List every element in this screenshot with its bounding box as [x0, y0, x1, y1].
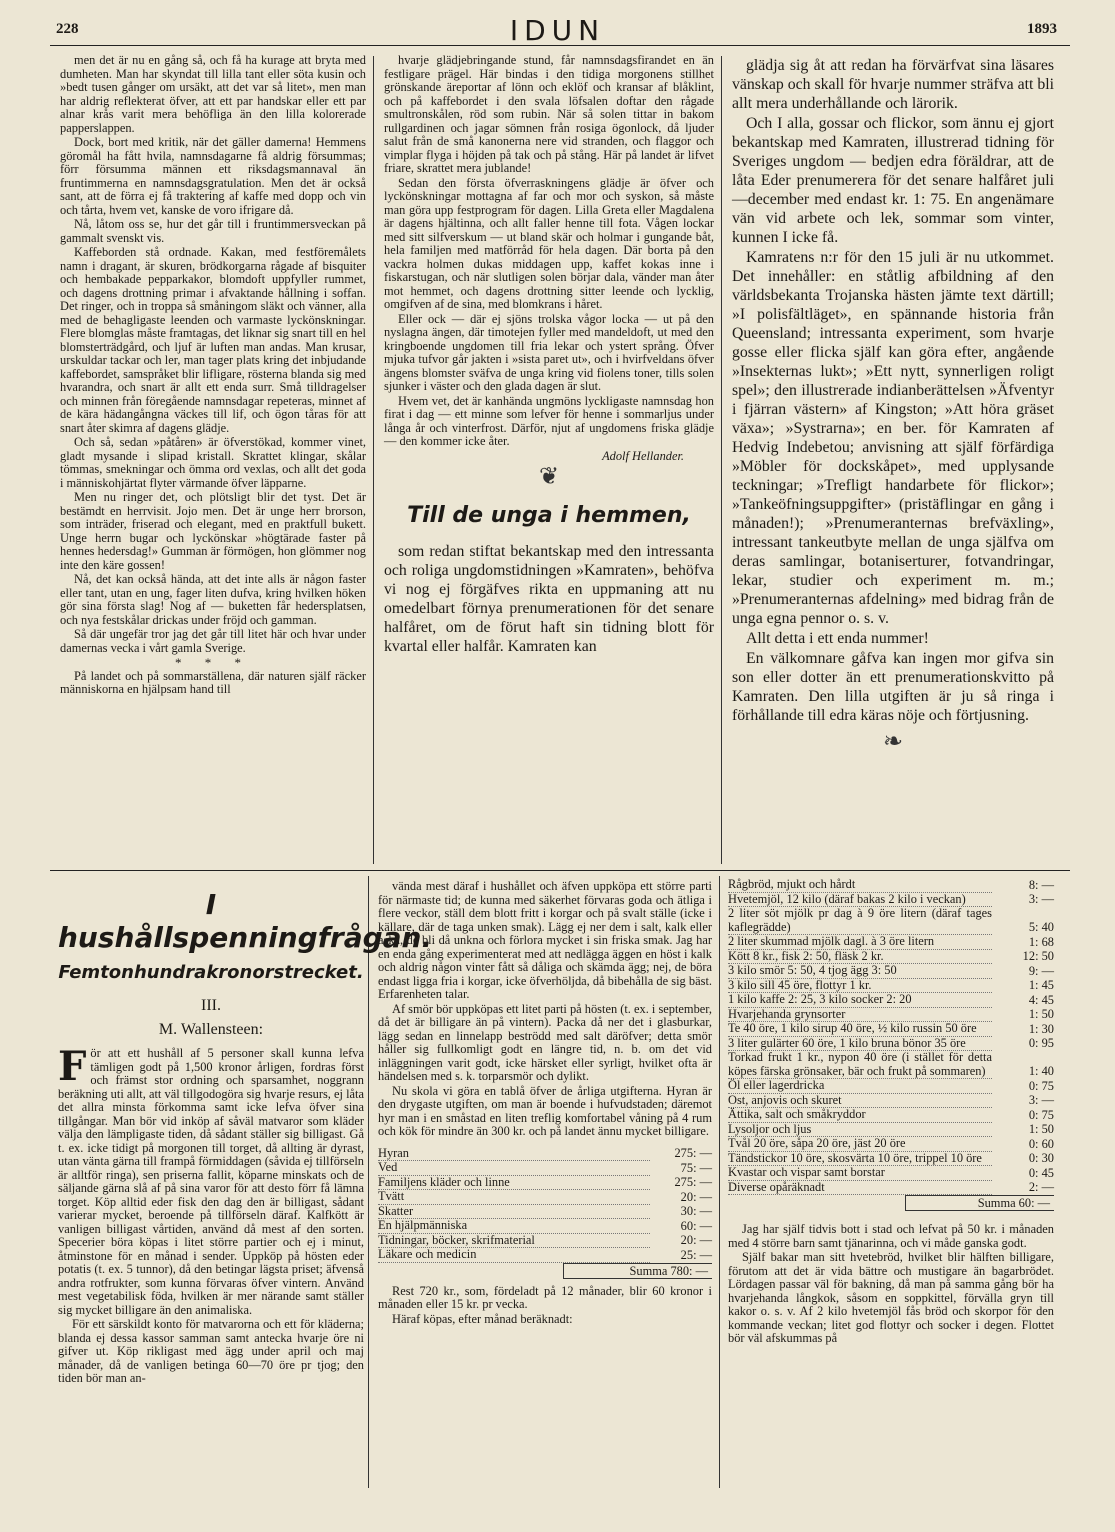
paragraph: Sedan den första öfverraskningens glädje är öfver och lyckönskningar mottagna af far och mor och syskon, så måste man göra upp festprogram för dagen. Lilla Greta eller Magdalena är dagens hjältinna, och allt faller henne till fota. Vågen lockar med sitt silfverskum — ut bland skär och holmar i gungande båt, hela familjen med matförråd för hela dagen. Där borta på den vackra holmen dukas middagen upp, kaffet kokas inne i fiskarstugan, och när slutligen solen börjar dala, vänder man åter mot hemmet, och dagens drottning sitter leende och lycklig, omgifven af de sina, med blomkrans i håret. — [384, 175, 714, 311]
ledger-item: 2 liter söt mjölk pr dag à 9 öre litern (däraf tages kaflegrädde) — [728, 906, 992, 934]
ledger-row — [728, 1022, 1054, 1037]
ledger-item: Kött 8 kr., fisk 2: 50, fläsk 2 kr. — [728, 949, 992, 964]
column-rule — [373, 56, 374, 864]
ledger-item: Tidningar, böcker, skrifmaterial — [378, 1233, 650, 1248]
column-rule — [721, 56, 722, 864]
paragraph: För ett särskildt konto för matvarorna och ett för kläderna; blanda ej dessa kassor samman samt antecka hvarje öre ni gifver ut. Köp rikligast med ägg under april och maj månader, då de vanligen betinga 60—70 öre pr tjog; den tiden bör man an- — [58, 1317, 364, 1385]
ledger-row — [728, 1180, 1054, 1195]
ledger-row — [728, 935, 1054, 950]
ledger-amount: 4: 45 — [1028, 992, 1054, 1007]
ledger-row — [728, 892, 1054, 907]
ledger-item: Kvastar och vispar samt borstar — [728, 1166, 992, 1181]
ledger-item: Tändstickor 10 öre, skosvärta 10 öre, trippel 10 öre — [728, 1151, 992, 1166]
ledger-item: Tvål 20 öre, såpa 20 öre, jäst 20 öre — [728, 1137, 992, 1152]
ledger-amount: 20: — — [680, 1233, 712, 1247]
ledger-item: 3 kilo sill 45 öre, flottyr 1 kr. — [728, 978, 992, 993]
paragraph: Nå, låtom oss se, hur det går till i fruntimmersveckan på gammalt svenskt vis. — [60, 217, 366, 245]
ledger-item: Läkare och medicin — [378, 1248, 650, 1263]
paragraph: Allt detta i ett enda nummer! — [746, 630, 929, 647]
paragraph: Så där ungefär tror jag det går till litet här och hvar under damernas vecka i vårt gamla Sverige. — [60, 627, 366, 655]
ledger-row — [728, 1137, 1054, 1152]
ledger-row — [378, 1161, 712, 1176]
paragraph: hvarje glädjebringande stund, får namnsdagsfirandet en än festligare prägel. Här bindas i den tidiga morgonens stillhet grönskande äreportar af lönn och eklöf och kransar af blåklint, och på kaffebordet i den svala löfsalen doftar den rågade smultronskålen, röd som rubin. När så solen tittar in bakom rullgardinen och jagar sömnen från rosiga ögonlock, då ljuder salut från de små kanonerna nere vid stranden, och flaggor och vimplar flyga i höjden på tak och på stång. Här på landet är lifvet friare, skrattet mera jublande! — [384, 53, 714, 175]
ledger-item: En hjälpmänniska — [378, 1219, 650, 1234]
ledger-item: Hvetemjöl, 12 kilo (däraf bakas 2 kilo i veckan) — [728, 892, 992, 907]
ledger-amount: 1: 30 — [1028, 1021, 1054, 1036]
ledger-amount: 1: 68 — [1028, 934, 1054, 949]
paragraph: men det är nu en gång så, och få ha kurage att bryta med dumheten. Man har skyndat till lilla tant eller söta kusin och »bedt tusen gånger om ursäkt, att det var så litet», men man har aldrig reflekterat öfver, att ett par handskar eller ett par alnar krås varit mera behöfliga än den lilla kolorerade papperslappen. — [60, 53, 366, 135]
ledger-item: Skatter — [378, 1204, 650, 1219]
ledger-item: Torkad frukt 1 kr., nypon 40 öre (i stället för detta köpes färska grönsaker, bär och frukt på sommaren) — [728, 1050, 992, 1078]
article3-part: III. — [201, 997, 221, 1014]
article3-subtitle: Femtonhundrakronorstrecket. — [58, 962, 364, 983]
paragraph: Nå, det kan också hända, att det inte alls är någon faster eller tant, utan en ung, fager liten dufva, kring hvilken höken gör sina första slag! Nog af — buketten får hedersplatsen, och nya festskålar drickas under fröjd och gamman. — [60, 572, 366, 627]
drop-cap: F — [58, 1043, 87, 1090]
ledger-amount: 275: — — [674, 1146, 712, 1160]
ledger-row — [728, 907, 1054, 935]
ledger-item: Hyran — [378, 1147, 650, 1161]
ledger-row — [378, 1219, 712, 1234]
monthly-total: Summa 60: — — [905, 1195, 1054, 1211]
ledger-row — [728, 1093, 1054, 1108]
paragraph: Af smör bör uppköpas ett litet parti på hösten (t. ex. i september, då det är billigare än på vintern). Packa då ner det i glasburkar, lägg sedan en linnelapp beströdd med salt däröfver; detta smör håller sig fullkomligt godt en längre tid, n. b. om det vid inläggningen varit godt, icke härsket eller syrligt, hvilket ofta är händelsen med s. k. torparsmör och dylikt. — [378, 1001, 712, 1083]
ledger-amount: 60: — — [680, 1218, 712, 1233]
ledger-row — [728, 1151, 1054, 1166]
column-rule — [719, 876, 720, 1488]
ledger-row — [378, 1147, 712, 1161]
ledger-amount: 0: 30 — [1028, 1151, 1054, 1165]
page-header — [0, 0, 1115, 50]
ledger-amount: 0: 75 — [1028, 1107, 1054, 1122]
ledger-row — [728, 1051, 1054, 1079]
magazine-title: IDUN — [509, 14, 606, 47]
ledger-row — [728, 993, 1054, 1008]
article2-column3 — [732, 56, 1054, 864]
ledger-amount: 1: 50 — [1028, 1007, 1054, 1021]
paragraph: Eller ock — där ej sjöns trolska vågor locka — ut på den nyslagna ängen, där timotejen fyller med mandeldoft, ut med den kringboende ungdomen till fria lekar och ystert språng. Öfver mjuka tufvor går jakten i »sista paret ut», och i hvirfveldans öfver ängens blomster sväfva de unga kring vid fiolens toner, tills solen sjunker i väster och den glada dagen är slut. — [384, 311, 714, 393]
ledger-row — [378, 1175, 712, 1190]
ornament-icon: ❧ — [882, 729, 904, 755]
paragraph: Nu skola vi göra en tablå öfver de årliga utgifterna. Hyran är den drygaste utgiften, om man är boende i hufvudstaden; däremot hyr man i en småstad en liten treflig komfortabel våning på 4 rum och kök för mindre än 300 kr. och på landet ännu mycket billigare. — [378, 1083, 712, 1138]
monthly-table — [728, 878, 1054, 1195]
ledger-item: Öl eller lagerdricka — [728, 1079, 992, 1094]
ledger-amount: 1: 50 — [1028, 1122, 1054, 1136]
article3-title: I hushållspenningfrågan. — [58, 888, 433, 954]
paragraph: Häraf köpas, efter månad beräknadt: — [392, 1311, 573, 1326]
ledger-row — [378, 1190, 712, 1205]
paragraph: Rest 720 kr., som, fördeladt på 12 månader, blir 60 kronor i månaden eller 15 kr. pr vecka. — [378, 1283, 712, 1311]
paragraph: För att ett hushåll af 5 personer skall kunna lefva tämligen godt på 1,500 kronor årligen, fordras först och främst stor ordning och sparsamhet, noggrann beräkning uti allt, att väl tillgodogöra sig hvarje resurs, ej låta det allra minsta förkomma samt icke lefva öfver sina tillgångar. Man bör vid inköp af såväl matvaror som kläder välja den lämpligaste tiden, då sådant ställer sig billigast. Gå t. ex. icke tidigt på morgonen till torget, då allting är dyrast, utan vänta gärna till frampå förmiddagen (såvida ej tillförseln är alltför ringa), sen priserna fallit, köparne minskats och de säljande gärna slå af på sina varor för att desto förr få lämna torget. Köp alltid eder fisk den dag den är billigast, sådant varierar mycket, beroende på tillförseln däraf. Kalfkött är vanligen billigast vårtiden, använd då mest af den sorten. Specerier böra köpas i litet större partier och ej i minut, åtminstone för en månad i sender. Uppköp på hösten eder potatis (t. ex. 5 tunnor), då den betingar lägsta priset; äfvenså andra rotfrukter, som kunna förvaras öfver vintern. Använd mest vegetabilisk föda, hvilken är mer närande samt ställer sig mycket billigare än den animaliska. — [58, 1043, 364, 1317]
ledger-item: Te 40 öre, 1 kilo sirup 40 öre, ½ kilo russin 50 öre — [728, 1022, 992, 1037]
paragraph: Och så, sedan »påtåren» är öfverstökad, kommer vinet, gladt mysande i slipad kristall. Skrattet klingar, skålar tömmas, smekningar och ömma ord vexlas, och allt det goda i människohjärtat flyter värmande öfver läpparne. — [60, 435, 366, 490]
ledger-amount: 5: 40 — [1028, 920, 1054, 934]
page-number: 228 — [56, 21, 79, 37]
paragraph: Kaffeborden stå ordnade. Kakan, med festföremålets namn i dragant, är skuren, brödkorgarna rågade af bisquiter och hembakade pepparkakor, blomdoft uppfyller rummet, och dagens drottning primar i afvaktande hållning i soffan. Det ringer, och in troppa så småningom släkt och vänner, alla med de behagligaste leenden och varmaste lyckönskningar. Flere blomglas måste framtagas, det liknar sig snart till en hel blomsterträdgård, och ljuf är luften man andas. Man krusar, urskuldar tackar och ler, man tager plats kring det inbjudande kaffebordet, samspråket blir lifligare, rösterna blanda sig med hvarandra, och snart är allt ett enda surr. Små tilldragelser och minnen från föregående namnsdagar repeteras, minnet af de kära hädangångna väckes till lif, och ögon tåras för att snart åter skimra af dagens glädje. — [60, 245, 366, 435]
ledger-item: 3 kilo smör 5: 50, 4 tjog ägg 3: 50 — [728, 964, 992, 979]
paragraph: vända mest däraf i hushållet och äfven uppköpa ett större parti för närmaste tid; de kunna med säkerhet förvaras goda och ätliga i flere veckor, ställ dem blott fritt i korgar och på svalt ställe (icke i källare, där de taga unken smak). Lägg ej ner dem i salt, kalk eller aska, de bli då unkna och förlora mycket i sin friska smak. Jag har en enda gång experimenterat med att nedlägga äggen en höst i kalk och aldrig någon vinter fått så dåliga och skämda ägg; nej, de böra endast ligga fria i korgar, icke öfverhöljda, då bibehålla de sig bäst. Erfarenheten talar. — [378, 879, 712, 1001]
paragraph: En välkomnare gåfva kan ingen mor gifva sin son eller dotter än ett prenumerationskvitto på Kamraten. Den lilla utgiften är ju så ringa i förhållande till edra käras nöje och förtjusning. — [732, 650, 1054, 724]
ledger-row — [728, 1122, 1054, 1137]
ledger-row — [378, 1233, 712, 1248]
ledger-amount: 1: 40 — [1028, 1064, 1054, 1078]
ledger-row — [728, 1007, 1054, 1022]
ledger-row — [728, 949, 1054, 964]
article3-column3 — [728, 878, 1054, 1484]
paragraph: Själf bakar man sitt hvetebröd, hvilket blir hälften billigare, förutom att det är vida bättre och mustigare än bagarbrödet. Lördagen passar väl för bakning, då man på samma gång bör ha hvarjehanda långkok, såsom en soppkittel, förvälla gryn till kakor o. s. v. Af 2 kilo hvetemjöl fås bröd och skorpor för den kommande veckan; litet god flottyr och socker i degen. Flottet bör väl afskummas på — [728, 1250, 1054, 1345]
article1-column1 — [60, 54, 366, 862]
ledger-item: 1 kilo kaffe 2: 25, 3 kilo socker 2: 20 — [728, 993, 992, 1008]
ledger-row — [728, 964, 1054, 979]
ledger-row — [728, 978, 1054, 993]
signature: Adolf Hellander. — [602, 448, 684, 463]
section-rule — [50, 870, 1070, 871]
ledger-amount: 8: — — [1028, 877, 1054, 892]
ledger-row — [728, 1036, 1054, 1051]
ledger-item: Rågbröd, mjukt och hårdt — [728, 878, 992, 892]
ledger-amount: 0: 60 — [1028, 1136, 1054, 1151]
ledger-row — [728, 878, 1054, 892]
paragraph: Och I alla, gossar och flickor, som ännu ej gjort bekantskap med Kamraten, illustrerad tidning för Sveriges ungdom — bedjen edra föräldrar, att de låta Eder prenumerera för det senare halfåret juli—december med endast kr. 1: 75. En angenämare vän vid arbete och lek, sommar som vinter, kunnen I icke få. — [732, 115, 1054, 246]
ledger-amount: 3: — — [1028, 892, 1054, 906]
ledger-amount: 20: — — [680, 1189, 712, 1204]
ledger-item: 3 liter gulärter 60 öre, 1 kilo bruna bönor 35 öre — [728, 1036, 992, 1051]
ledger-amount: 0: 45 — [1028, 1165, 1054, 1180]
ledger-item: Hvarjehanda grynsorter — [728, 1007, 992, 1022]
ledger-amount: 12: 50 — [1022, 949, 1054, 963]
budget-table — [378, 1147, 712, 1263]
ledger-item: Lysoljor och ljus — [728, 1122, 992, 1137]
ledger-item: Tvätt — [378, 1190, 650, 1205]
paragraph: Dock, bort med kritik, när det gäller damerna! Hemmens göromål ha fått hvila, namnsdagarne få aldrig försummas; förr försumma männen ett riksdagsmannaval än fruntimmerna en namnsdagsgratulation. Men det är också sant, att de förra ej få traktering af kaffe med dopp och vin och tårta, hvem vet, kanske de voro ifrigare då. — [60, 135, 366, 217]
ledger-item: Diverse opåräknadt — [728, 1180, 992, 1195]
ledger-amount: 1: 45 — [1028, 978, 1054, 992]
article3-column2 — [378, 880, 712, 1484]
ledger-amount: 9: — — [1028, 963, 1054, 978]
ledger-item: Ved — [378, 1161, 650, 1176]
ledger-row — [378, 1204, 712, 1219]
ledger-row — [378, 1248, 712, 1263]
ledger-item: Ost, anjovis och skuret — [728, 1093, 992, 1108]
section-stars: * * * — [175, 655, 251, 670]
ledger-row — [728, 1166, 1054, 1181]
ledger-item: 2 liter skummad mjölk dagl. à 3 öre litern — [728, 935, 992, 950]
article3-author: M. Wallensteen: — [158, 1021, 264, 1038]
ledger-amount: 0: 75 — [1028, 1078, 1054, 1093]
header-rule — [50, 45, 1070, 46]
column-rule — [368, 876, 369, 1488]
ledger-amount: 0: 95 — [1028, 1036, 1054, 1050]
ledger-item: Ättika, salt och småkryddor — [728, 1108, 992, 1123]
article2-title: Till de unga i hemmen, — [407, 502, 691, 528]
ledger-amount: 2: — — [1028, 1180, 1054, 1194]
paragraph: Hvem vet, det är kanhända ungmöns lyckligaste namnsdag hon firat i dag — ett minne som lefver för henne i sommarljus under långa år och vinterfrost. Därför, njut af ungdomens friska glädje — den kommer icke åter. — [384, 393, 714, 448]
paragraph: Kamratens n:r för den 15 juli är nu utkommet. Det innehåller: en ståtlig afbildning af den världsbekanta Trojanska hästen jämte text därtill; »I polisfältläget», en spännande historia från Queensland; intressanta experiment, som hvarje gosse eller flicka själf kan göra efter, angående »Insekternas lukt»; »Ett nytt, synnerligen roligt spel»; den illustrerade indianberättelsen »Äfventyr i fjärran västern» af Kingston; »Att höra gräset växa»; »Systrarna»; en ber. för Kamraten af Hedvig Indebetou; anvisning att själf förfärdiga »Möbler för dockskåpet», med upplysande teckningar; »Trefligt handarbete för flickor»; »Tankeöfningsuppgifter» (pristäflingar en gång i månaden!); »Prenumeranternas brefväxling», intressant tankeutbyte mellan de unga själfva om deras samlingar, botaniserturer, fotvandringar, lekar, studier och experiment m. m.; »Prenumeranternas afdelning» med bidrag från de unga egna pennor o. s. v. — [732, 249, 1054, 627]
paragraph: Jag har själf tidvis bott i stad och lefvat på 50 kr. i månaden med 4 större barn samt tjänarinna, och vi måde ganska godt. — [728, 1222, 1054, 1250]
ledger-amount: 25: — — [680, 1247, 712, 1262]
ledger-amount: 275: — — [674, 1175, 712, 1189]
article1-column2 — [384, 54, 714, 862]
ledger-amount: 3: — — [1028, 1093, 1054, 1107]
ledger-row — [728, 1108, 1054, 1123]
year: 1893 — [1027, 21, 1057, 37]
ledger-row — [728, 1079, 1054, 1094]
paragraph: På landet och på sommarställena, där naturen själf räcker människorna en hjälpsam hand till — [60, 668, 366, 696]
ledger-item: Familjens kläder och linne — [378, 1175, 650, 1190]
ledger-amount: 30: — — [680, 1204, 712, 1218]
budget-total: Summa 780: — — [563, 1263, 712, 1279]
ornament-icon: ❦ — [538, 464, 560, 490]
paragraph: Men nu ringer det, och plötsligt blir det tyst. Det är bestämdt en herrvisit. Jojo men. Det är unge herr brorson, som inträder, friserad och elegant, med en praktfull bukett. Unge herrn bugar och lyckönskar »högtärade faster på hennes hedersdag!» Gumman är förmögen, hon glömmer nog inte den käre gossen! — [60, 490, 366, 572]
paragraph: glädja sig åt att redan ha förvärfvat sina läsares vänskap och skall för hvarje nummer sträfva att bli allt mera underhållande och lärorik. — [732, 57, 1054, 112]
paragraph: som redan stiftat bekantskap med den intressanta och roliga ungdomstidningen »Kamraten», behöfva vi nog ej förgäfves rikta en uppmaning att nu omedelbart förnya prenumerationen för det senare halfåret, om de förut haft sin tidning blott för kvartal eller halfår. Kamraten kan — [384, 542, 714, 655]
ledger-amount: 75: — — [680, 1160, 712, 1175]
